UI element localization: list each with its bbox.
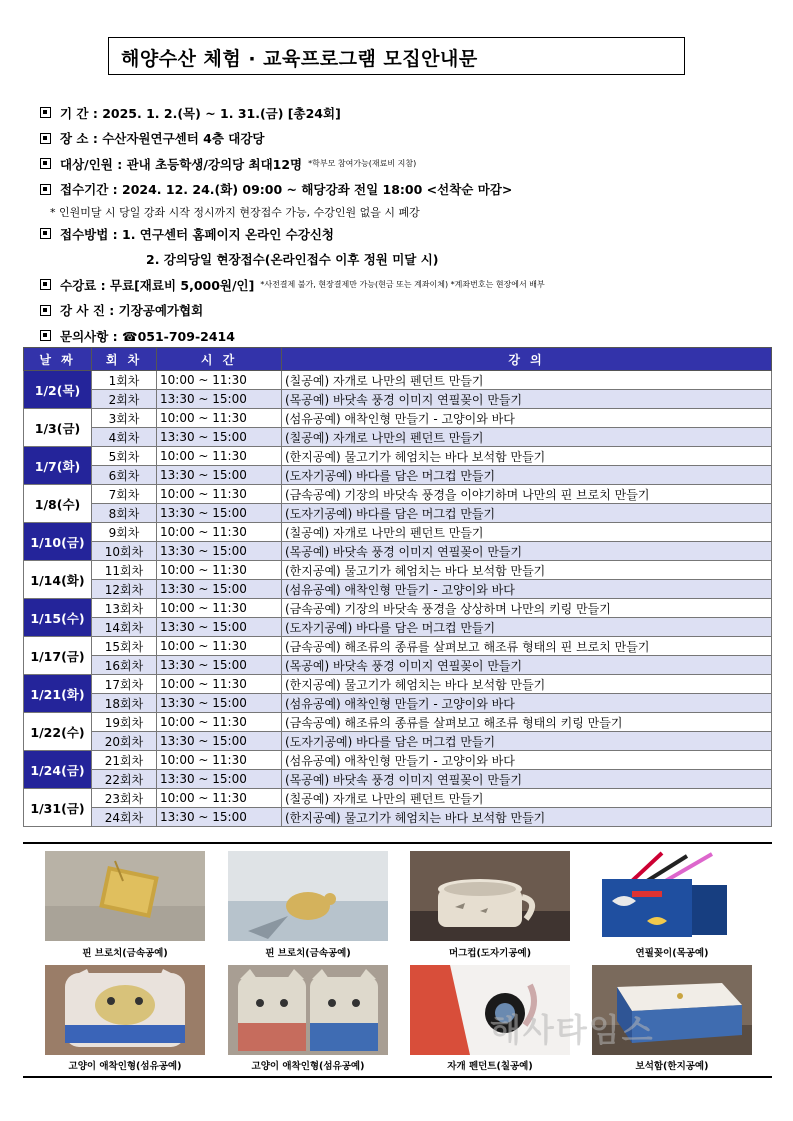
- session-cell: 19회차: [92, 713, 157, 732]
- lecture-cell: (도자기공예) 바다를 담은 머그컵 만들기: [282, 466, 772, 485]
- lecture-cell: (한지공예) 물고기가 헤엄치는 바다 보석함 만들기: [282, 447, 772, 466]
- date-cell: 1/17(금): [24, 637, 92, 675]
- session-cell: 4회차: [92, 428, 157, 447]
- mug-photo-icon: [410, 851, 570, 941]
- photo-caption: 자개 펜던트(칠공예): [447, 1061, 533, 1072]
- time-cell: 13:30 ~ 15:00: [157, 618, 282, 637]
- lecture-cell: (목공예) 바닷속 풍경 이미지 연필꽂이 만들기: [282, 656, 772, 675]
- cat-doll-photo-icon: [45, 965, 205, 1055]
- lecture-cell: (섬유공예) 애착인형 만들기 - 고양이와 바다: [282, 580, 772, 599]
- header-session: 회 차: [92, 348, 157, 371]
- table-row: [24, 466, 772, 485]
- time-cell: 13:30 ~ 15:00: [157, 504, 282, 523]
- lecture-cell: (한지공예) 물고기가 헤엄치는 바다 보석함 만들기: [282, 561, 772, 580]
- session-cell: 21회차: [92, 751, 157, 770]
- info-place: 장 소 : 수산자원연구센터 4층 대강당: [40, 126, 780, 152]
- lecture-cell: (금속공예) 기장의 바닷속 풍경을 상상하며 나만의 키링 만들기: [282, 599, 772, 618]
- time-cell: 10:00 ~ 11:30: [157, 447, 282, 466]
- lecture-cell: (섬유공예) 애착인형 만들기 - 고양이와 바다: [282, 409, 772, 428]
- session-cell: 7회차: [92, 485, 157, 504]
- lecture-cell: (칠공예) 자개로 나만의 펜던트 만들기: [282, 523, 772, 542]
- header-time: 시 간: [157, 348, 282, 371]
- table-row: [24, 428, 772, 447]
- table-row: [24, 580, 772, 599]
- session-cell: 22회차: [92, 770, 157, 789]
- table-row: [24, 542, 772, 561]
- cat-doll-photo-icon: [228, 965, 388, 1055]
- lecture-cell: (목공예) 바닷속 풍경 이미지 연필꽂이 만들기: [282, 542, 772, 561]
- date-cell: 1/10(금): [24, 523, 92, 561]
- session-cell: 11회차: [92, 561, 157, 580]
- session-cell: 6회차: [92, 466, 157, 485]
- time-cell: 13:30 ~ 15:00: [157, 770, 282, 789]
- session-cell: 12회차: [92, 580, 157, 599]
- date-cell: 1/3(금): [24, 409, 92, 447]
- date-cell: 1/24(금): [24, 751, 92, 789]
- time-cell: 10:00 ~ 11:30: [157, 789, 282, 808]
- table-row: [24, 675, 772, 694]
- lecture-cell: (금속공예) 기장의 바닷속 풍경을 이야기하며 나만의 핀 브로치 만들기: [282, 485, 772, 504]
- time-cell: 13:30 ~ 15:00: [157, 466, 282, 485]
- divider: [23, 842, 772, 844]
- lecture-cell: (도자기공예) 바다를 담은 머그컵 만들기: [282, 732, 772, 751]
- bullet-icon: [40, 107, 51, 118]
- photo-caption: 보석함(한지공예): [635, 1061, 709, 1072]
- bullet-icon: [40, 305, 51, 316]
- date-cell: 1/21(화): [24, 675, 92, 713]
- date-cell: 1/15(수): [24, 599, 92, 637]
- session-cell: 8회차: [92, 504, 157, 523]
- table-row: [24, 732, 772, 751]
- brooch-photo-icon: [45, 851, 205, 941]
- lecture-cell: (금속공예) 해조류의 종류를 살펴보고 해조류 형태의 핀 브로치 만들기: [282, 637, 772, 656]
- watermark-text: 해사타임스: [490, 1011, 655, 1049]
- lecture-cell: (칠공예) 자개로 나만의 펜던트 만들기: [282, 789, 772, 808]
- time-cell: 10:00 ~ 11:30: [157, 561, 282, 580]
- table-row: [24, 561, 772, 580]
- photo-caption: 연필꽂이(목공예): [635, 948, 709, 959]
- photo-caption: 머그컵(도자기공예): [448, 948, 532, 959]
- info-fee: 수강료 : 무료[재료비 5,000원/인] *사전결제 불가, 현장결제만 가능(현금 또는 계좌이체) *계좌번호는 현장에서 배부: [40, 272, 780, 298]
- schedule-body: [24, 371, 772, 827]
- table-header-row: [24, 348, 772, 371]
- time-cell: 10:00 ~ 11:30: [157, 485, 282, 504]
- time-cell: 10:00 ~ 11:30: [157, 599, 282, 618]
- schedule-table: [23, 347, 772, 827]
- time-cell: 10:00 ~ 11:30: [157, 371, 282, 390]
- time-cell: 10:00 ~ 11:30: [157, 637, 282, 656]
- time-cell: 10:00 ~ 11:30: [157, 675, 282, 694]
- lecture-cell: (섬유공예) 애착인형 만들기 - 고양이와 바다: [282, 694, 772, 713]
- table-row: [24, 523, 772, 542]
- bullet-icon: [40, 133, 51, 144]
- photo-caption: 핀 브로치(금속공예): [265, 948, 351, 959]
- date-cell: 1/2(목): [24, 371, 92, 409]
- info-contact: 문의사항 : ☎051-709-2414: [40, 323, 780, 349]
- divider: [23, 1076, 772, 1078]
- bullet-icon: [40, 184, 51, 195]
- table-row: [24, 656, 772, 675]
- table-row: [24, 770, 772, 789]
- info-instructor: 강 사 진 : 기장공예가협회: [40, 298, 780, 324]
- lecture-cell: (목공예) 바닷속 풍경 이미지 연필꽂이 만들기: [282, 390, 772, 409]
- title-box: [108, 37, 685, 75]
- lecture-cell: (칠공예) 자개로 나만의 펜던트 만들기: [282, 428, 772, 447]
- session-cell: 15회차: [92, 637, 157, 656]
- time-cell: 13:30 ~ 15:00: [157, 732, 282, 751]
- info-reception: 접수기간 : 2024. 12. 24.(화) 09:00 ~ 해당강좌 전일 18:00 <선착순 마감>: [40, 177, 780, 203]
- time-cell: 10:00 ~ 11:30: [157, 409, 282, 428]
- lecture-cell: (도자기공예) 바다를 담은 머그컵 만들기: [282, 504, 772, 523]
- table-row: [24, 409, 772, 428]
- session-cell: 10회차: [92, 542, 157, 561]
- date-cell: 1/7(화): [24, 447, 92, 485]
- session-cell: 1회차: [92, 371, 157, 390]
- session-cell: 9회차: [92, 523, 157, 542]
- session-cell: 23회차: [92, 789, 157, 808]
- time-cell: 10:00 ~ 11:30: [157, 751, 282, 770]
- time-cell: 13:30 ~ 15:00: [157, 390, 282, 409]
- lecture-cell: (한지공예) 물고기가 헤엄치는 바다 보석함 만들기: [282, 675, 772, 694]
- bullet-icon: [40, 158, 51, 169]
- bullet-icon: [40, 228, 51, 239]
- session-cell: 3회차: [92, 409, 157, 428]
- time-cell: 13:30 ~ 15:00: [157, 808, 282, 827]
- session-cell: 17회차: [92, 675, 157, 694]
- lecture-cell: (도자기공예) 바다를 담은 머그컵 만들기: [282, 618, 772, 637]
- session-cell: 24회차: [92, 808, 157, 827]
- time-cell: 10:00 ~ 11:30: [157, 713, 282, 732]
- date-cell: 1/31(금): [24, 789, 92, 827]
- time-cell: 13:30 ~ 15:00: [157, 694, 282, 713]
- session-cell: 18회차: [92, 694, 157, 713]
- session-cell: 16회차: [92, 656, 157, 675]
- table-row: [24, 447, 772, 466]
- table-row: [24, 371, 772, 390]
- time-cell: 13:30 ~ 15:00: [157, 542, 282, 561]
- date-cell: 1/14(화): [24, 561, 92, 599]
- table-row: [24, 808, 772, 827]
- session-cell: 14회차: [92, 618, 157, 637]
- table-row: [24, 713, 772, 732]
- table-row: [24, 751, 772, 770]
- table-row: [24, 694, 772, 713]
- table-row: [24, 390, 772, 409]
- page-title: 해양수산 체험 · 교육프로그램 모집안내문: [121, 48, 478, 70]
- header-date: 날 짜: [24, 348, 92, 371]
- session-cell: 2회차: [92, 390, 157, 409]
- photo-caption: 핀 브로치(금속공예): [82, 948, 168, 959]
- bullet-icon: [40, 330, 51, 341]
- photo-caption: 고양이 애착인형(섬유공예): [251, 1061, 365, 1072]
- reception-note: * 인원미달 시 당일 강좌 시작 정시까지 현장접수 가능, 수강인원 없을 시 폐강: [50, 205, 420, 219]
- lecture-cell: (섬유공예) 애착인형 만들기 - 고양이와 바다: [282, 751, 772, 770]
- lecture-cell: (금속공예) 해조류의 종류를 살펴보고 해조류 형태의 키링 만들기: [282, 713, 772, 732]
- info-method: 접수방법 : 1. 연구센터 홈페이지 온라인 수강신청: [40, 221, 780, 247]
- lecture-cell: (목공예) 바닷속 풍경 이미지 연필꽂이 만들기: [282, 770, 772, 789]
- lecture-cell: (한지공예) 물고기가 헤엄치는 바다 보석함 만들기: [282, 808, 772, 827]
- info-period: 기 간 : 2025. 1. 2.(목) ~ 1. 31.(금) [총24회]: [40, 100, 780, 126]
- info-section: [40, 100, 780, 349]
- table-row: [24, 504, 772, 523]
- table-row: [24, 485, 772, 504]
- info-target: 대상/인원 : 관내 초등학생/강의당 최대12명 *학부모 참여가능(재료비 지참): [40, 151, 780, 177]
- target-note: *학부모 참여가능(재료비 지참): [308, 159, 417, 169]
- brooch-photo-icon: [228, 851, 388, 941]
- time-cell: 10:00 ~ 11:30: [157, 523, 282, 542]
- info-method-2: 2. 강의당일 현장접수(온라인접수 이후 정원 미달 시): [146, 252, 439, 268]
- fee-note: *사전결제 불가, 현장결제만 가능(현금 또는 계좌이체) *계좌번호는 현장에서 배부: [260, 280, 545, 290]
- header-lecture: 강 의: [282, 348, 772, 371]
- lecture-cell: (칠공예) 자개로 나만의 펜던트 만들기: [282, 371, 772, 390]
- session-cell: 20회차: [92, 732, 157, 751]
- table-row: [24, 637, 772, 656]
- date-cell: 1/22(수): [24, 713, 92, 751]
- table-row: [24, 789, 772, 808]
- time-cell: 13:30 ~ 15:00: [157, 428, 282, 447]
- table-row: [24, 599, 772, 618]
- session-cell: 5회차: [92, 447, 157, 466]
- pencil-holder-photo-icon: [592, 851, 752, 941]
- time-cell: 13:30 ~ 15:00: [157, 656, 282, 675]
- time-cell: 13:30 ~ 15:00: [157, 580, 282, 599]
- date-cell: 1/8(수): [24, 485, 92, 523]
- table-row: [24, 618, 772, 637]
- photo-caption: 고양이 애착인형(섬유공예): [68, 1061, 182, 1072]
- session-cell: 13회차: [92, 599, 157, 618]
- bullet-icon: [40, 279, 51, 290]
